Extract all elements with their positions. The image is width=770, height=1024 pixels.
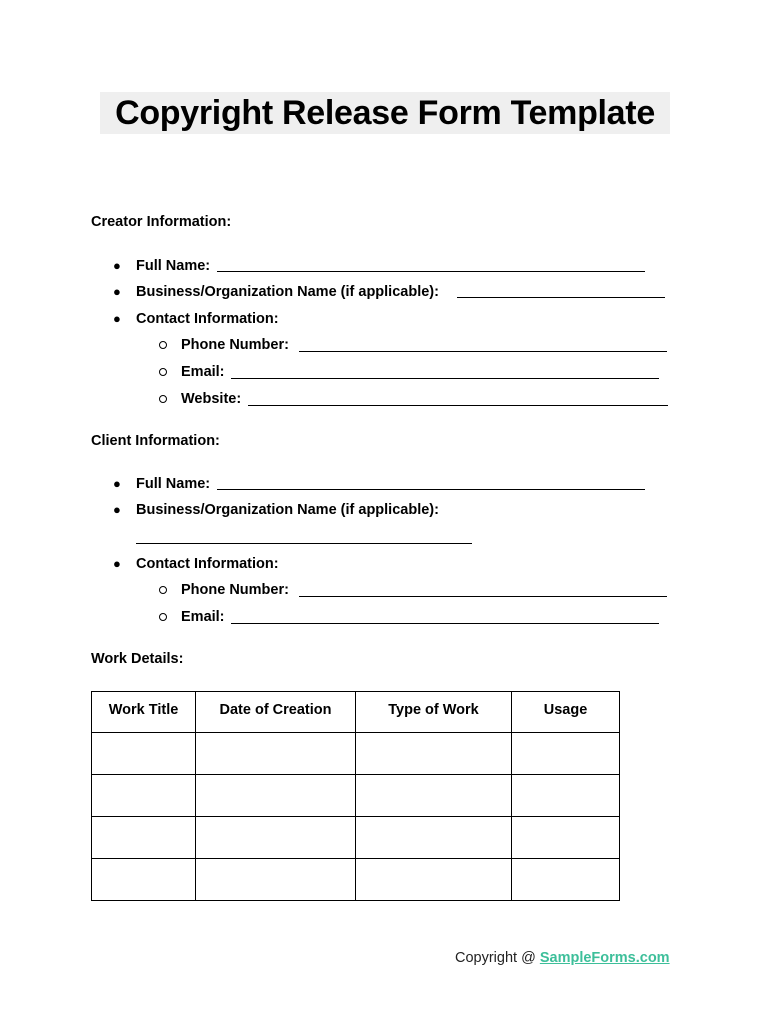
table-cell[interactable]: [92, 817, 196, 859]
table-row: [92, 817, 620, 859]
table-cell[interactable]: [512, 859, 620, 901]
circle-bullet-icon: [159, 613, 167, 621]
page-title: Copyright Release Form Template: [100, 92, 670, 134]
circle-bullet-icon: [159, 395, 167, 403]
client-business-field[interactable]: [136, 543, 472, 544]
bullet-icon: ●: [113, 502, 121, 517]
creator-phone-label: Phone Number:: [181, 337, 289, 353]
table-row: [92, 775, 620, 817]
table-cell[interactable]: [196, 817, 356, 859]
client-full-name-label: Full Name:: [136, 476, 211, 492]
creator-website-label: Website:: [181, 391, 242, 407]
table-cell[interactable]: [196, 775, 356, 817]
circle-bullet-icon: [159, 586, 167, 594]
creator-full-name-field[interactable]: [217, 271, 645, 272]
table-cell[interactable]: [92, 733, 196, 775]
table-cell[interactable]: [512, 817, 620, 859]
column-header-usage: Usage: [512, 692, 620, 733]
client-contact-label: Contact Information:: [136, 556, 279, 572]
creator-email-field[interactable]: [231, 378, 659, 379]
table-cell[interactable]: [356, 733, 512, 775]
client-email-label: Email:: [181, 609, 225, 625]
column-header-work-title: Work Title: [92, 692, 196, 733]
bullet-icon: ●: [113, 556, 121, 571]
table-cell[interactable]: [92, 859, 196, 901]
table-cell[interactable]: [512, 733, 620, 775]
table-cell[interactable]: [512, 775, 620, 817]
client-business-label: Business/Organization Name (if applicable):: [136, 502, 439, 518]
client-full-name-field[interactable]: [217, 489, 645, 490]
table-header-row: [92, 692, 620, 733]
table-row: [92, 733, 620, 775]
bullet-icon: ●: [113, 476, 121, 491]
bullet-icon: ●: [113, 284, 121, 299]
creator-business-label: Business/Organization Name (if applicable):: [136, 284, 439, 300]
table-cell[interactable]: [356, 859, 512, 901]
creator-email-label: Email:: [181, 364, 225, 380]
creator-website-field[interactable]: [248, 405, 668, 406]
footer-prefix: Copyright @: [455, 950, 540, 966]
bullet-icon: ●: [113, 258, 121, 273]
column-header-date-of-creation: Date of Creation: [196, 692, 356, 733]
circle-bullet-icon: [159, 341, 167, 349]
work-heading: Work Details:: [91, 651, 184, 667]
table-cell[interactable]: [92, 775, 196, 817]
creator-phone-field[interactable]: [299, 351, 667, 352]
footer-copyright: [455, 950, 670, 966]
work-details-table: [91, 691, 620, 901]
client-email-field[interactable]: [231, 623, 659, 624]
client-phone-label: Phone Number:: [181, 582, 289, 598]
table-cell[interactable]: [196, 733, 356, 775]
table-row: [92, 859, 620, 901]
brand-link[interactable]: SampleForms.com: [539, 950, 670, 966]
table-cell[interactable]: [356, 817, 512, 859]
creator-full-name-label: Full Name:: [136, 258, 211, 274]
client-heading: Client Information:: [91, 433, 220, 449]
creator-heading: Creator Information:: [91, 214, 232, 230]
creator-contact-label: Contact Information:: [136, 311, 279, 327]
table-cell[interactable]: [356, 775, 512, 817]
creator-business-field[interactable]: [457, 297, 665, 298]
table-cell[interactable]: [196, 859, 356, 901]
bullet-icon: ●: [113, 311, 121, 326]
circle-bullet-icon: [159, 368, 167, 376]
client-phone-field[interactable]: [299, 596, 667, 597]
column-header-type-of-work: Type of Work: [356, 692, 512, 733]
